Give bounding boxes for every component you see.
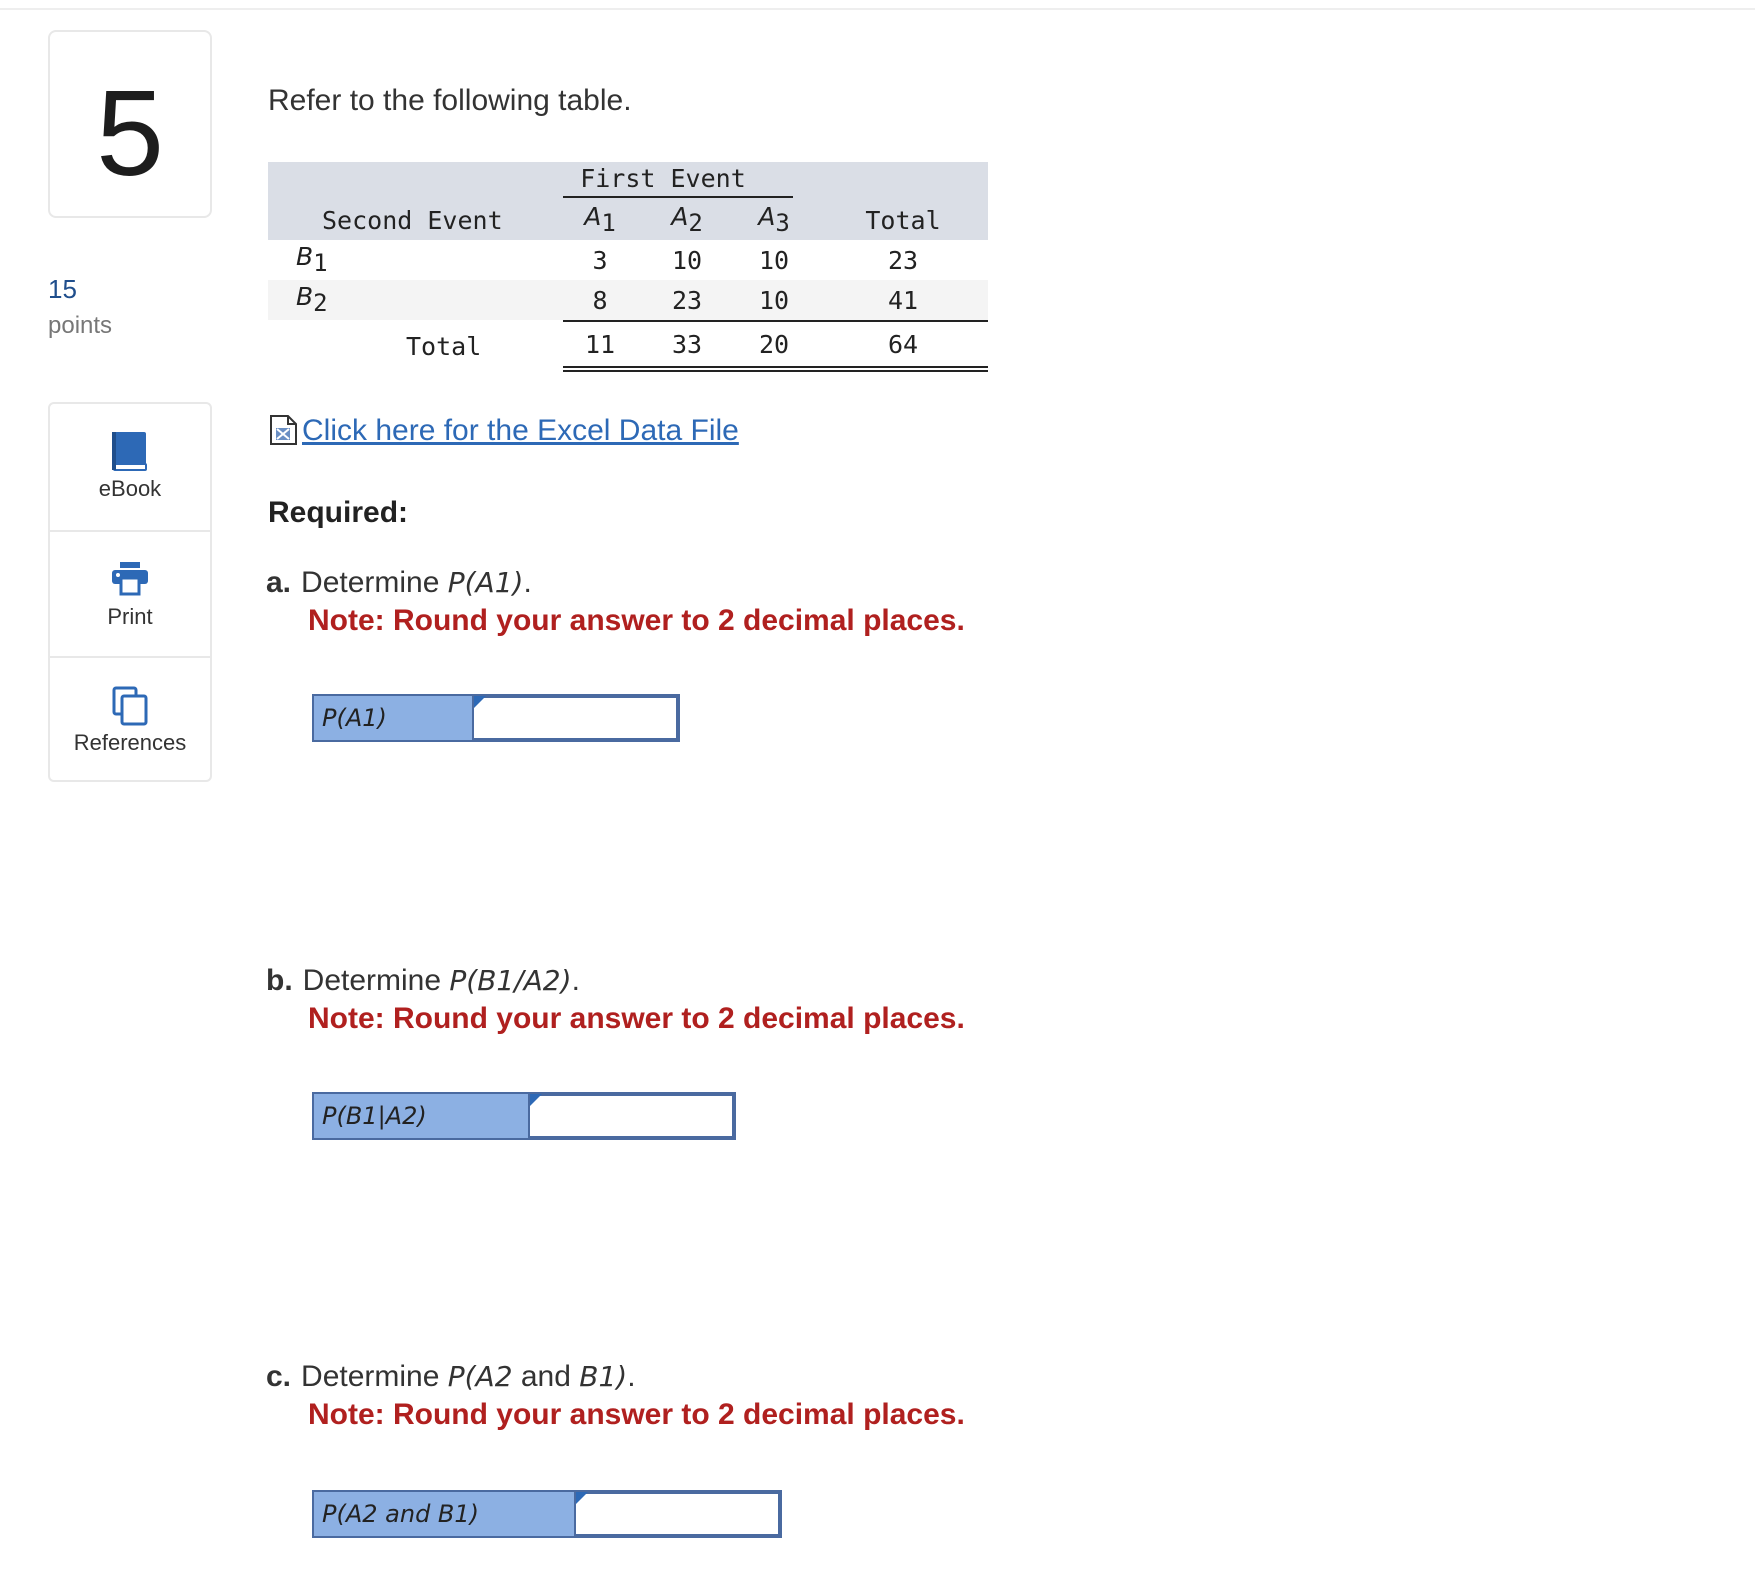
table-cell-total: 41 (887, 286, 919, 315)
table-cell: 10 (758, 246, 790, 275)
part-b-answer-label: P(B1|A2) (314, 1094, 530, 1138)
question-intro: Refer to the following table. (268, 84, 632, 117)
copy-icon (110, 684, 150, 726)
part-c-answer-input[interactable] (576, 1492, 780, 1536)
input-flag-icon (474, 696, 486, 708)
ebook-label: eBook (98, 476, 162, 501)
part-a-answer-row (312, 694, 680, 742)
row-label-b2: $B_2$ (296, 282, 328, 317)
row-label-b1: $B_1$ (296, 242, 328, 277)
part-c-prompt: c. Determine P(A2 and B1). (266, 1360, 636, 1393)
part-a-answer-input[interactable] (474, 696, 678, 740)
total-column-header: Total (865, 206, 941, 235)
part-c-answer-row (312, 1490, 782, 1538)
table-cell: 23 (671, 286, 703, 315)
column-header-a1: $A_1$ (584, 202, 616, 237)
part-b-answer-input[interactable] (530, 1094, 734, 1138)
table-cell: 10 (758, 286, 790, 315)
table-cell: 20 (758, 330, 790, 359)
top-divider (0, 8, 1755, 10)
question-number-box (48, 30, 212, 218)
part-b-answer-cell (530, 1094, 734, 1138)
part-c-note: Note: Round your answer to 2 decimal places. (308, 1398, 965, 1431)
total-row-label: Total (406, 332, 482, 361)
excel-data-file-link[interactable]: Click here for the Excel Data File (302, 414, 739, 447)
part-b-answer-row (312, 1092, 736, 1140)
question-number: 5 (96, 65, 164, 201)
part-b-prompt: b. Determine P(B1/A2). (266, 964, 580, 997)
input-flag-icon (530, 1094, 542, 1106)
part-a-answer-label: P(A1) (314, 696, 474, 740)
first-event-underline (563, 196, 793, 198)
print-button[interactable] (50, 530, 210, 654)
table-cell: 8 (592, 286, 608, 315)
points-value: 15 (48, 274, 77, 304)
part-b-note: Note: Round your answer to 2 decimal places. (308, 1002, 965, 1035)
contingency-table (268, 162, 988, 382)
table-cell: 33 (671, 330, 703, 359)
input-flag-icon (576, 1492, 588, 1504)
references-label: References (73, 730, 187, 755)
part-c-answer-cell (576, 1492, 780, 1536)
printer-icon (110, 558, 150, 600)
total-rule (563, 320, 988, 322)
print-label: Print (107, 604, 153, 629)
required-heading: Required: (268, 496, 409, 529)
column-header-a2: $A_2$ (671, 202, 703, 237)
table-cell: 3 (592, 246, 608, 275)
second-event-header: Second Event (322, 206, 503, 235)
book-icon (110, 430, 150, 472)
table-cell-total: 23 (887, 246, 919, 275)
column-header-a3: $A_3$ (758, 202, 790, 237)
points-label: points (48, 312, 113, 339)
part-a-answer-cell (474, 696, 678, 740)
table-cell: 10 (671, 246, 703, 275)
ebook-button[interactable] (50, 404, 210, 528)
part-c-answer-label: P(A2 and B1) (314, 1492, 576, 1536)
grand-total-double-rule (563, 366, 988, 372)
part-a-prompt: a. Determine P(A1). (266, 566, 532, 599)
table-cell-total: 64 (887, 330, 919, 359)
table-cell: 11 (584, 330, 616, 359)
references-button[interactable] (50, 656, 210, 780)
tools-panel (48, 402, 212, 782)
part-a-note: Note: Round your answer to 2 decimal places. (308, 604, 965, 637)
first-event-header: First Event (580, 164, 746, 193)
